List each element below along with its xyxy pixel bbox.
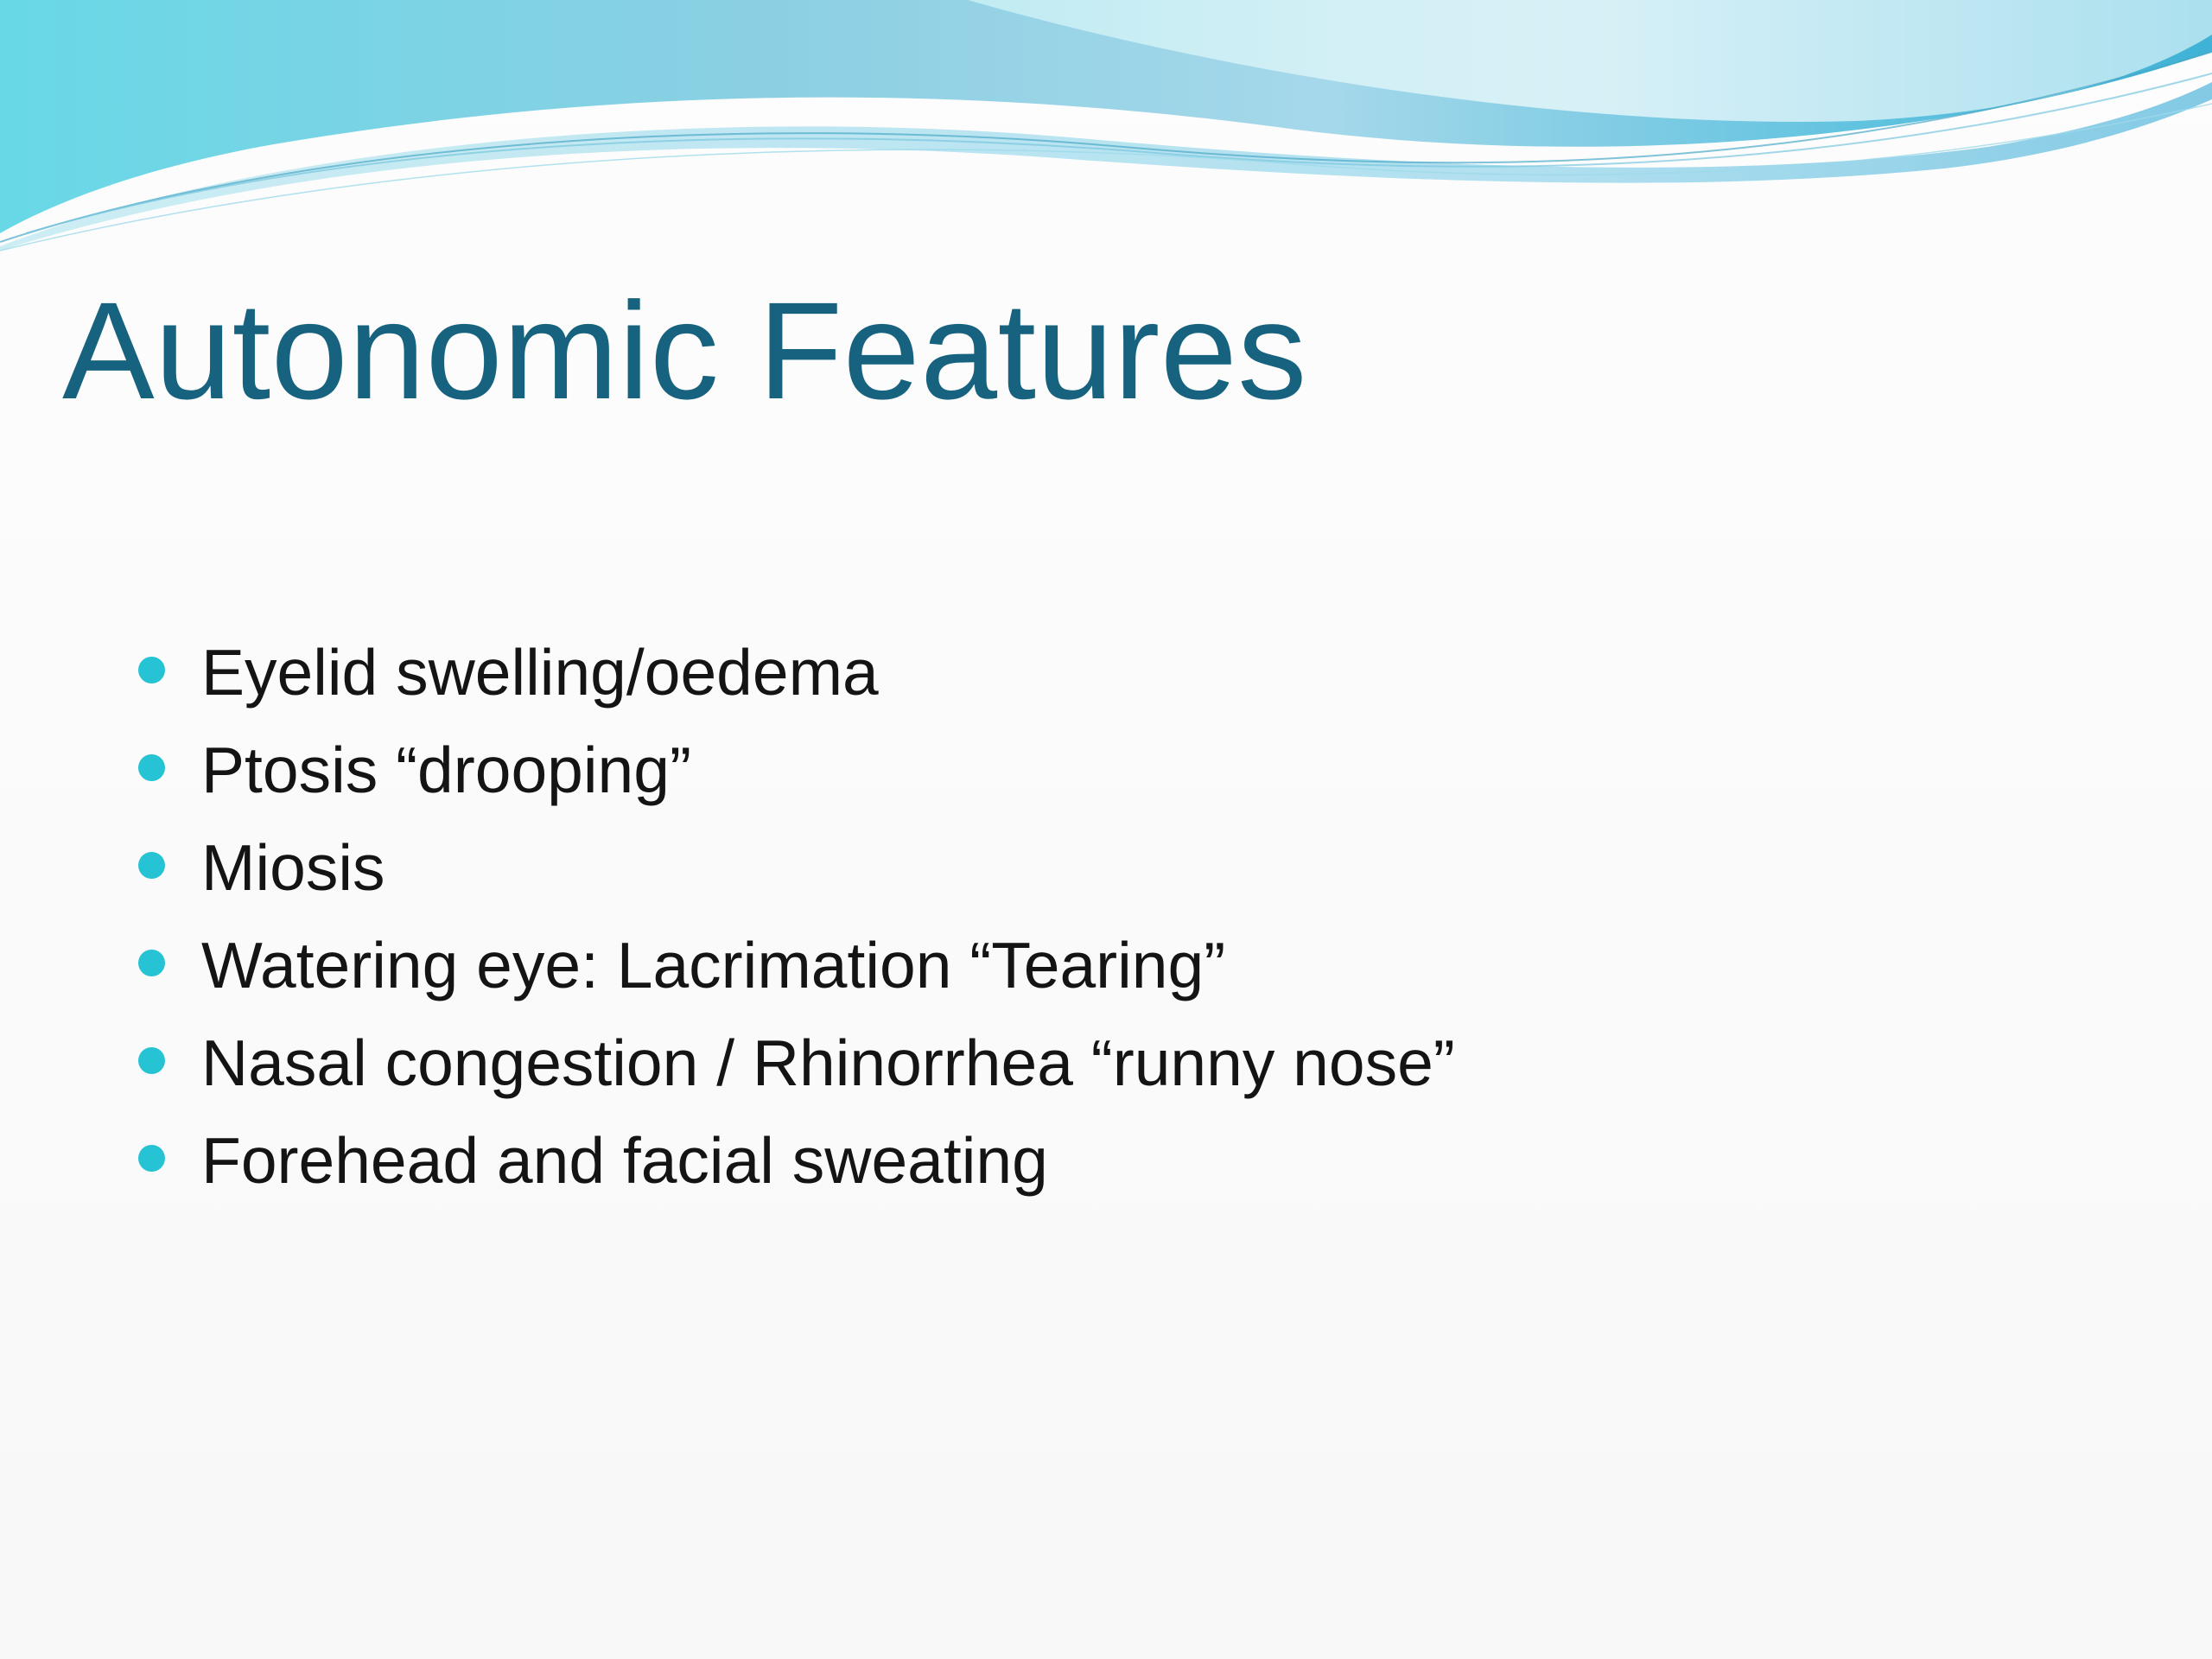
slide-title: Autonomic Features [62,273,1307,428]
list-item [138,1112,1455,1210]
list-item [138,819,1455,917]
bullet-icon [138,754,165,781]
bullet-icon [138,1047,165,1074]
bullet-text: Watering eye: Lacrimation “Tearing” [201,929,1226,1001]
bullet-text: Forehead and facial sweating [201,1124,1048,1197]
bullet-icon [138,1145,165,1172]
bullet-list [138,624,1455,1210]
bullet-text: Ptosis “drooping” [201,734,691,806]
list-item [138,624,1455,721]
list-item [138,917,1455,1014]
header-wave-decoration [0,0,2212,259]
bullet-icon [138,657,165,683]
bullet-icon [138,852,165,879]
bullet-text: Miosis [201,831,385,904]
list-item [138,1014,1455,1112]
bullet-text: Eyelid swelling/oedema [201,636,879,709]
bullet-text: Nasal congestion / Rhinorrhea “runny nose” [201,1027,1455,1099]
bullet-icon [138,950,165,976]
list-item [138,721,1455,819]
